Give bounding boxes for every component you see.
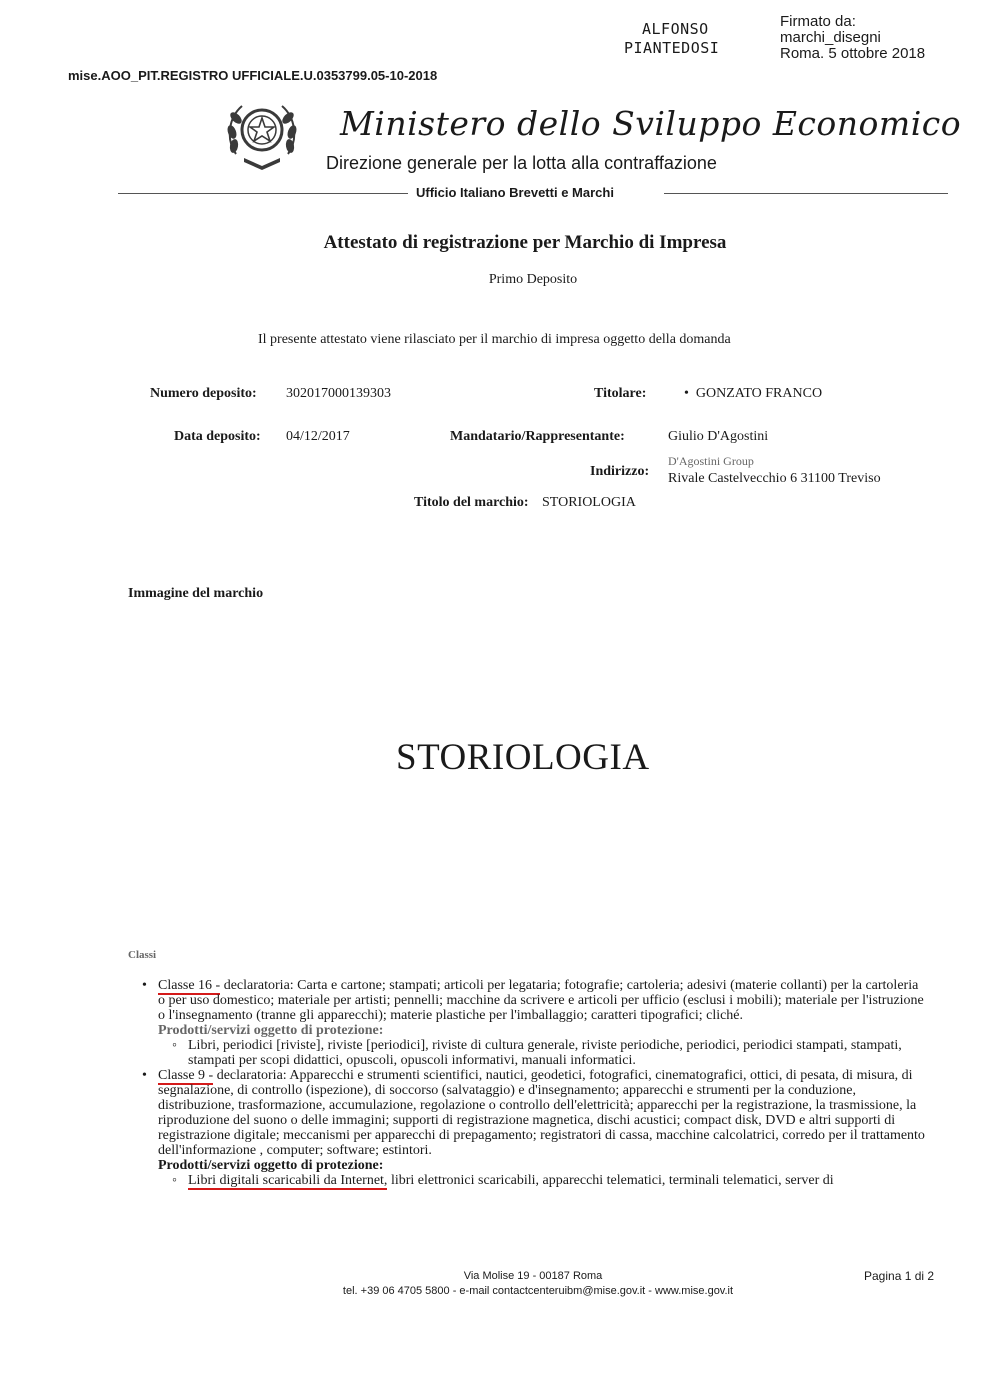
data-deposito-value: 04/12/2017 <box>286 429 350 444</box>
class-9-label: Classe 9 - <box>158 1068 214 1083</box>
class-16-description: declaratoria: Carta e cartone; stampati; articoli per legataria; fotografie; cartoleria; adesivi (materie collanti) per la cartoleria o per uso domestico; materiale per artisti; pennelli; macchine da scrivere e articoli per ufficio (esclusi i mobili); materiale per l'istruzione o l'insegnamento (tranne gli apparecchi); materie plastiche per l'imballaggio; caratteri tipografici; cliché. <box>158 978 924 1023</box>
signed-by-label: Firmato da: <box>780 13 856 30</box>
class-9-products-underlined: Libri digitali scaricabili da Internet, <box>188 1173 388 1188</box>
circle-bullet-icon: ◦ <box>172 1173 177 1188</box>
titolo-marchio-label: Titolo del marchio: <box>414 495 529 510</box>
bullet-icon: • <box>142 1068 147 1083</box>
class-16-item <box>128 978 928 1023</box>
trademark-wordmark: STORIOLOGIA <box>396 737 650 778</box>
class-16-product-item <box>128 1038 928 1068</box>
republic-emblem-icon <box>222 92 302 172</box>
document-subtitle: Primo Deposito <box>488 272 578 287</box>
numero-deposito-label: Numero deposito: <box>150 386 257 401</box>
footer-address: Via Molise 19 - 00187 Roma <box>463 1270 603 1282</box>
page-number: Pagina 1 di 2 <box>864 1269 935 1283</box>
mandatario-label: Mandatario/Rappresentante: <box>450 429 625 444</box>
document-intro: Il presente attestato viene rilasciato per il marchio di impresa oggetto della domanda <box>258 332 731 347</box>
handwritten-signature-name <box>624 20 720 58</box>
class-9-item <box>128 1068 928 1158</box>
signed-place-date: Roma. 5 ottobre 2018 <box>780 45 926 62</box>
immagine-marchio-label: Immagine del marchio <box>128 586 264 601</box>
data-deposito-label: Data deposito: <box>174 429 261 444</box>
handwritten-name-line2: PIANTEDOSI <box>624 39 720 57</box>
signed-by-value: marchi_disegni <box>780 29 881 46</box>
document-title: Attestato di registrazione per Marchio di Impresa <box>323 232 727 253</box>
registry-protocol: mise.AOO_PIT.REGISTRO UFFICIALE.U.0353799.05-10-2018 <box>68 68 438 83</box>
footer-contacts: tel. +39 06 4705 5800 - e-mail contactcenteruibm@mise.gov.it - www.mise.gov.it <box>342 1285 734 1297</box>
classes-section <box>128 948 928 1188</box>
class-9-description: declaratoria: Apparecchi e strumenti scientifici, nautici, geodetici, fotografici, cinematografici, ottici, di pesata, di misura, di segnalazione, di controllo (ispezione), di soccorso (salvataggio) e d'insegnamento; apparecchi e strumenti per la conduzione, distribuzione, trasformazione, accumulazione, regolazione o controllo dell'elettricità; apparecchi per la registrazione, la trasmissione, la riproduzione del suono o delle immagini; supporti di registrazione magnetica, dischi acustici; compact disk, DVD e altri supporti di registrazione digitale; meccanismi per apparecchi di prepagamento; registratori di cassa, macchine calcolatrici, corredo per il trattamento dell'informazione , computer; software; estintori. <box>158 1068 925 1158</box>
titolare-value: • GONZATO FRANCO <box>684 386 823 401</box>
class-9-products: libri elettronici scaricabili, apparecchi telematici, terminali telematici, server di <box>387 1173 834 1188</box>
titolare-name: GONZATO FRANCO <box>695 386 823 401</box>
indirizzo-line1: D'Agostini Group <box>668 454 754 468</box>
circle-bullet-icon: ◦ <box>172 1038 177 1053</box>
class-9-product-item <box>128 1173 928 1188</box>
direzione-generale: Direzione generale per la lotta alla contraffazione <box>326 153 717 173</box>
mandatario-value: Giulio D'Agostini <box>668 429 769 444</box>
office-rule-right <box>664 193 948 194</box>
digital-signature-block <box>780 14 925 62</box>
titolo-marchio-value: STORIOLOGIA <box>542 495 636 510</box>
numero-deposito-value: 302017000139303 <box>286 386 391 401</box>
class-16-products: Libri, periodici [riviste], riviste [periodici], riviste di cultura generale, riviste periodiche, periodici, periodici stampati, stampati, stampati per scopi didattici, opuscoli, opuscoli informativi, manuali informatici. <box>188 1038 902 1068</box>
bullet-icon: • <box>142 978 147 993</box>
class-16-label: Classe 16 - <box>158 978 221 993</box>
ministry-name: Ministero dello Sviluppo Economico <box>340 104 962 143</box>
handwritten-name-line1: ALFONSO <box>642 20 709 38</box>
indirizzo-label: Indirizzo: <box>590 464 650 479</box>
office-rule-left <box>118 193 408 194</box>
titolare-label: Titolare: <box>594 386 647 401</box>
class-9-products-heading: Prodotti/servizi oggetto di protezione: <box>158 1158 384 1173</box>
indirizzo-line2: Rivale Castelvecchio 6 31100 Treviso <box>668 471 881 486</box>
office-name: Ufficio Italiano Brevetti e Marchi <box>416 185 614 200</box>
class-16-products-heading: Prodotti/servizi oggetto di protezione: <box>158 1023 384 1038</box>
classes-heading: Classi <box>128 949 157 961</box>
